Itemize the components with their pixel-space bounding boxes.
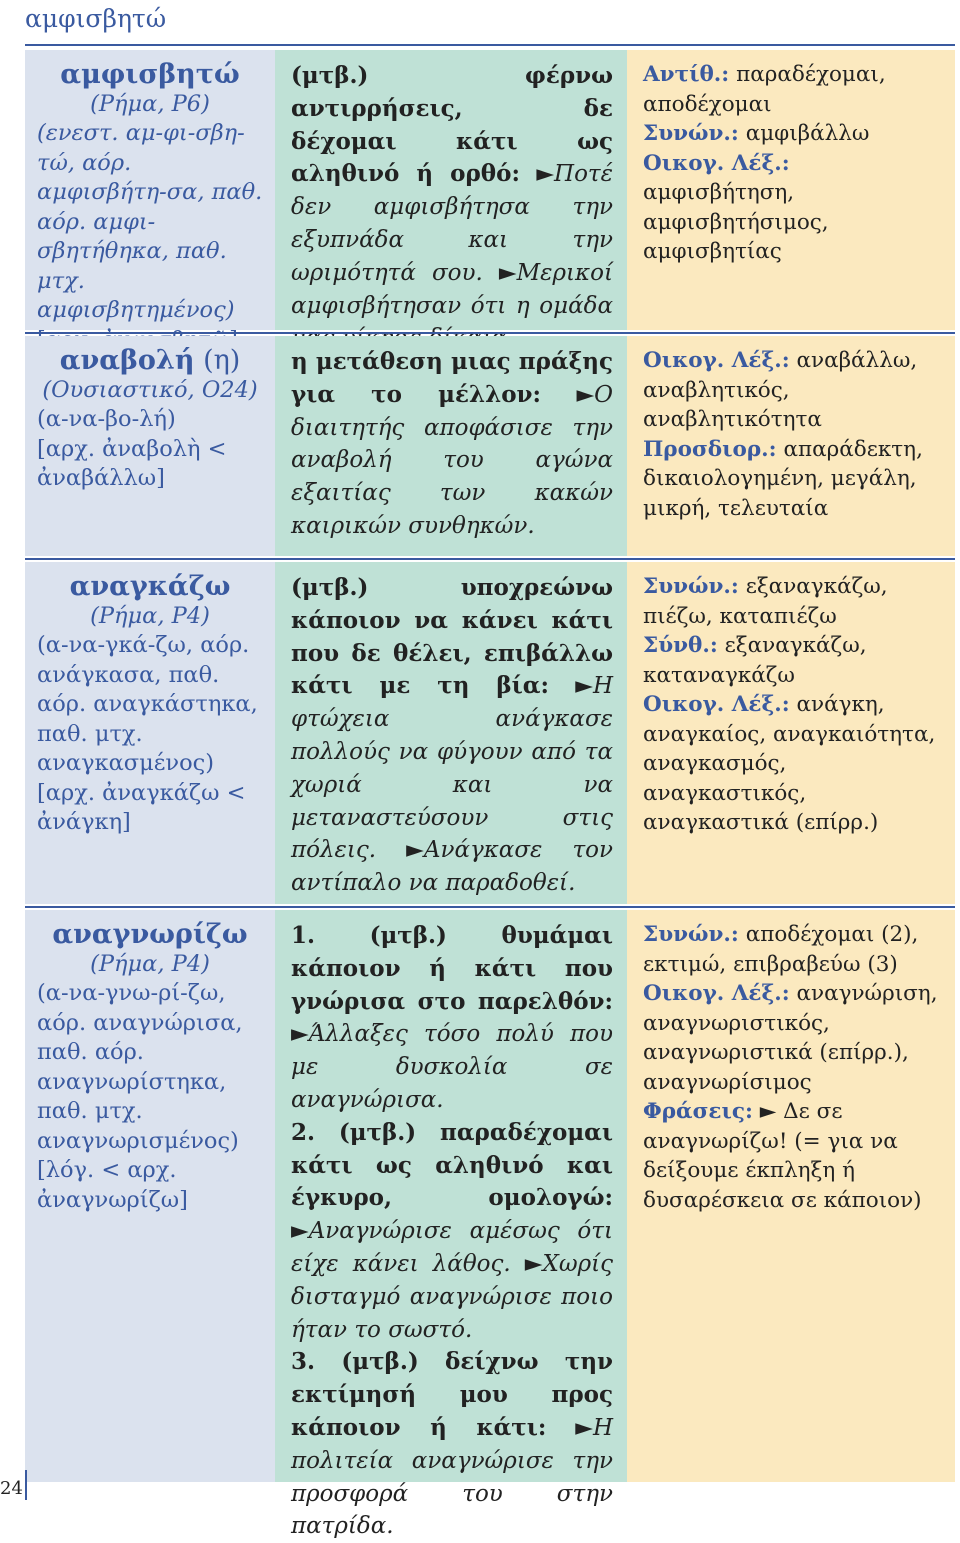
related-line: Συνών.: αμφιβάλλω <box>643 121 870 146</box>
etymology: [αρχ. ἀναγκάζω < ἀνάγκη] <box>37 779 246 835</box>
related-line: Οικογ. Λέξ.: αναβάλλω, αναβλητικός, αναβλητικότητα <box>643 348 918 432</box>
part-of-speech: (Ρήμα, Ρ6) <box>90 90 210 117</box>
entry-row <box>25 336 955 556</box>
forms: (ενεστ. αμ-φι-σβη-τώ, αόρ. αμφισβήτη-σα, παθ. αόρ. αμφι-σβητήθηκα, παθ. μτχ. αμφισβητημένος) <box>37 120 263 323</box>
example: ►Η φτώχεια ανάγκασε πολλούς να φύγουν από τα χωριά και να μεταναστεύσουν στις πόλεις. ►Ανάγκασε τον αντίπαλο να παραδοθεί. <box>291 673 614 897</box>
example: ►Η πολιτεία αναγνώρισε την προσφορά του στην πατρίδα. <box>291 1414 614 1540</box>
definition: (μτβ.) φέρνω αντιρρήσεις, δε δέχομαι κάτι ως αληθινό ή ορθό: <box>291 62 613 188</box>
forms: (α-να-βο-λή) <box>37 406 176 432</box>
entry-row <box>25 562 955 904</box>
definition: (μτβ.) υποχρεώνω κάποιον να κάνει κάτι που δε θέλει, επιβάλλω κάτι με τη βία: <box>291 574 613 700</box>
entry-separator <box>25 332 955 334</box>
example: ►Ποτέ δεν αμφισβήτησα την εξυπνάδα και την ωριμότητά σου. ►Μερικοί αμφισβήτησαν ότι η ομάδα <box>291 161 613 319</box>
example: ►Άλλαξες τόσο πολύ που με δυσκολία σε αναγνώρισα. <box>291 1021 613 1113</box>
headword-column <box>25 50 275 330</box>
page-number: 24 <box>0 1478 23 1499</box>
related-line: Συνών.: αποδέχομαι (2), εκτιμώ, επιβραβεύω (3) <box>643 922 919 977</box>
lemma: αναγνωρίζω <box>52 919 248 950</box>
related-column <box>627 910 955 1482</box>
entry-separator <box>25 558 955 560</box>
related-line: Προσδιορ.: απαράδεκτη, δικαιολογημένη, μεγάλη, μικρή, τελευταία <box>643 436 923 521</box>
related-column <box>627 562 955 904</box>
definition-column <box>275 50 627 330</box>
definition-column <box>275 562 627 904</box>
related-line: Φράσεις: ► Δε σε αναγνωρίζω! (= για να δείξουμε έκπληξη ή δυσαρέσκεια σε κάποιον) <box>643 1099 922 1213</box>
related-line: Οικογ. Λέξ.: ανάγκη, αναγκαίος, αναγκαιότητα, αναγκασμός, αναγκαστικός, αναγκαστικά (επίρρ.) <box>643 692 936 835</box>
definition: η μετάθεση μιας πράξης για το μέλλον: <box>291 348 613 408</box>
definition-column <box>275 336 627 556</box>
part-of-speech: (Ρήμα, Ρ4) <box>90 602 210 629</box>
headword-column <box>25 336 275 556</box>
forms: (α-να-γνω-ρί-ζω, αόρ. αναγνώρισα, παθ. αόρ. αναγνωρίστηκα, παθ. μτχ. αναγνωρισμένος) <box>37 980 243 1154</box>
header-rule <box>25 44 955 46</box>
etymology: [αρχ. ἀναβολὴ < ἀναβάλλω] <box>37 435 227 491</box>
example: ►Αναγνώρισε αμέσως ότι είχε κάνει λάθος. ►Χωρίς δισταγμό αναγνώρισε ποιο ήταν το σωστό. <box>291 1218 613 1343</box>
example: ►Ο διαιτητής αποφάσισε την αναβολή του αγώνα εξαιτίας των κακών καιρικών συνθηκών. <box>291 381 614 539</box>
part-of-speech: (Ουσιαστικό, Ο24) <box>42 376 258 403</box>
definition-column <box>275 910 627 1540</box>
page-margin-rule <box>25 1470 27 1500</box>
entry-separator <box>25 906 955 908</box>
entry-row <box>25 50 955 330</box>
related-line: Αντίθ.: παραδέχομαι, αποδέχομαι <box>643 62 886 117</box>
sense <box>291 1346 613 1543</box>
sense <box>291 920 613 1117</box>
related-line: Συνών.: εξαναγκάζω, πιέζω, καταπιέζω <box>643 574 888 629</box>
lemma: αμφισβητώ <box>60 59 240 90</box>
lemma: αναγκάζω <box>69 571 231 602</box>
related-column <box>627 336 955 556</box>
definition: 2. (μτβ.) παραδέχομαι κάτι ως αληθινό και έγκυρο, ομολογώ: <box>291 1118 613 1212</box>
lemma: αναβολή (η) <box>59 345 241 376</box>
definition: 1. (μτβ.) θυμάμαι κάποιον ή κάτι που γνώρισα στο παρελθόν: <box>291 922 613 1015</box>
page-header: αμφισβητώ <box>25 4 167 33</box>
etymology: [λόγ. < αρχ. ἀναγνωρίζω] <box>37 1157 188 1213</box>
headword-column <box>25 910 275 1482</box>
headword-column <box>25 562 275 904</box>
forms: (α-να-γκά-ζω, αόρ. ανάγκασα, παθ. αόρ. αναγκάστηκα, παθ. μτχ. αναγκασμένος) <box>37 632 258 776</box>
entry-row <box>25 910 955 1540</box>
sense <box>291 1117 613 1347</box>
related-line: Οικογ. Λέξ.: αναγνώριση, αναγνωριστικός, αναγνωριστικά (επίρρ.), αναγνωρίσιμος <box>643 981 938 1095</box>
related-line: Οικογ. Λέξ.: αμφισβήτηση, αμφισβητήσιμος, αμφισβητίας <box>643 150 829 264</box>
part-of-speech: (Ρήμα, Ρ4) <box>90 950 210 977</box>
related-line: Σύνθ.: εξαναγκάζω, καταναγκάζω <box>643 633 867 688</box>
related-column <box>627 50 955 330</box>
definition: 3. (μτβ.) δείχνω την εκτίμησή μου προς κάποιον ή κάτι: <box>291 1348 613 1441</box>
